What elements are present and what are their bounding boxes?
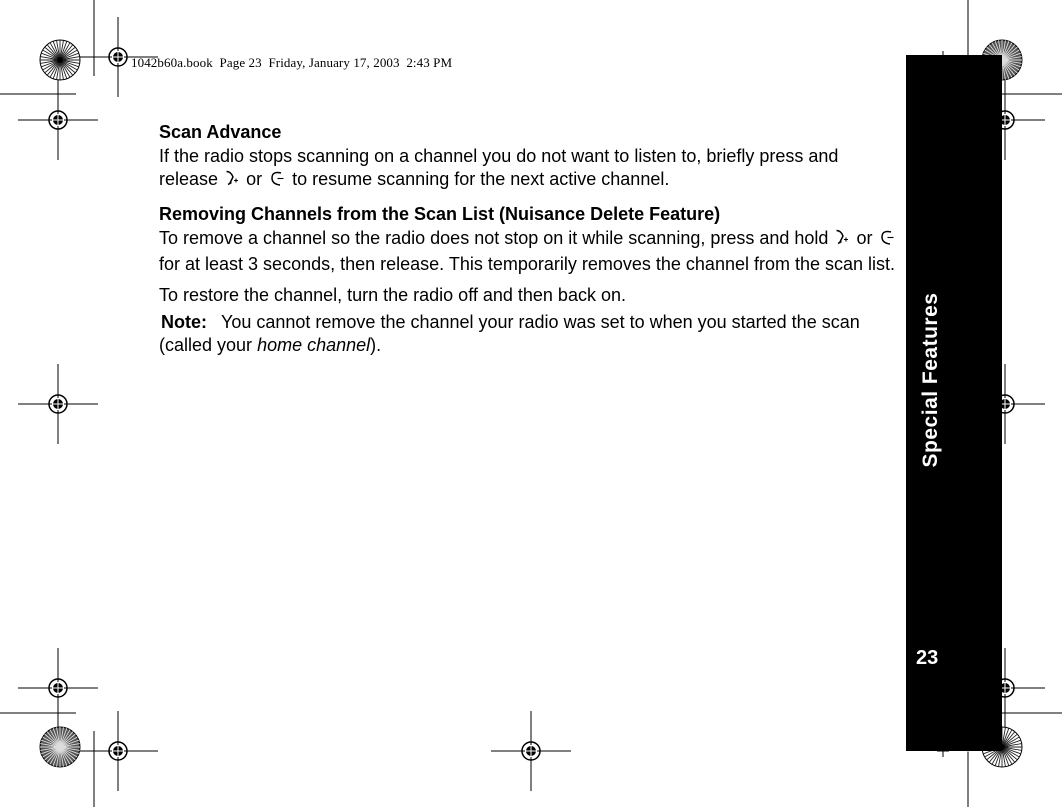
star-target-icon [40, 727, 80, 767]
section-tab-label: Special Features [919, 292, 942, 468]
note-paragraph [159, 311, 899, 357]
note-emphasis: home channel [257, 335, 371, 355]
star-target-icon [40, 40, 80, 80]
scan-advance-heading: Scan Advance [159, 122, 282, 142]
nuisance-delete-paragraph [159, 227, 899, 276]
page-content [159, 120, 899, 357]
nuisance-delete-text-after: for at least 3 seconds, then release. This temporarily removes the channel from the scan list. [159, 254, 896, 274]
note-text-before: You cannot remove the channel your radio was set to when you started the scan (called your [159, 312, 860, 355]
registration-mark-icon [491, 711, 571, 791]
channel-down-icon [879, 229, 895, 253]
channel-down-icon [269, 170, 285, 194]
scan-advance-paragraph [159, 145, 899, 194]
scan-advance-or: or [246, 169, 263, 189]
scan-advance-text-after: to resume scanning for the next active channel. [292, 169, 670, 189]
page-number: 23 [916, 647, 939, 669]
channel-up-icon [225, 170, 239, 194]
note-text-after: ). [370, 335, 382, 355]
registration-mark-icon [18, 80, 98, 160]
registration-mark-icon [18, 648, 98, 728]
scan-advance-text-before: If the radio stops scanning on a channel you do not want to listen to, briefly press and release [159, 146, 839, 189]
restore-paragraph: To restore the channel, turn the radio off and then back on. [159, 285, 626, 305]
note-label: Note: [161, 312, 207, 332]
registration-mark-icon [18, 364, 98, 444]
nuisance-delete-heading: Removing Channels from the Scan List (Nuisance Delete Feature) [159, 204, 721, 224]
nuisance-delete-text-before: To remove a channel so the radio does not stop on it while scanning, press and hold [159, 228, 829, 248]
print-header: 1042b60a.book Page 23 Friday, January 17, 2003 2:43 PM [131, 55, 453, 70]
nuisance-delete-or: or [856, 228, 873, 248]
channel-up-icon [835, 229, 849, 253]
registration-mark-icon [78, 711, 158, 791]
